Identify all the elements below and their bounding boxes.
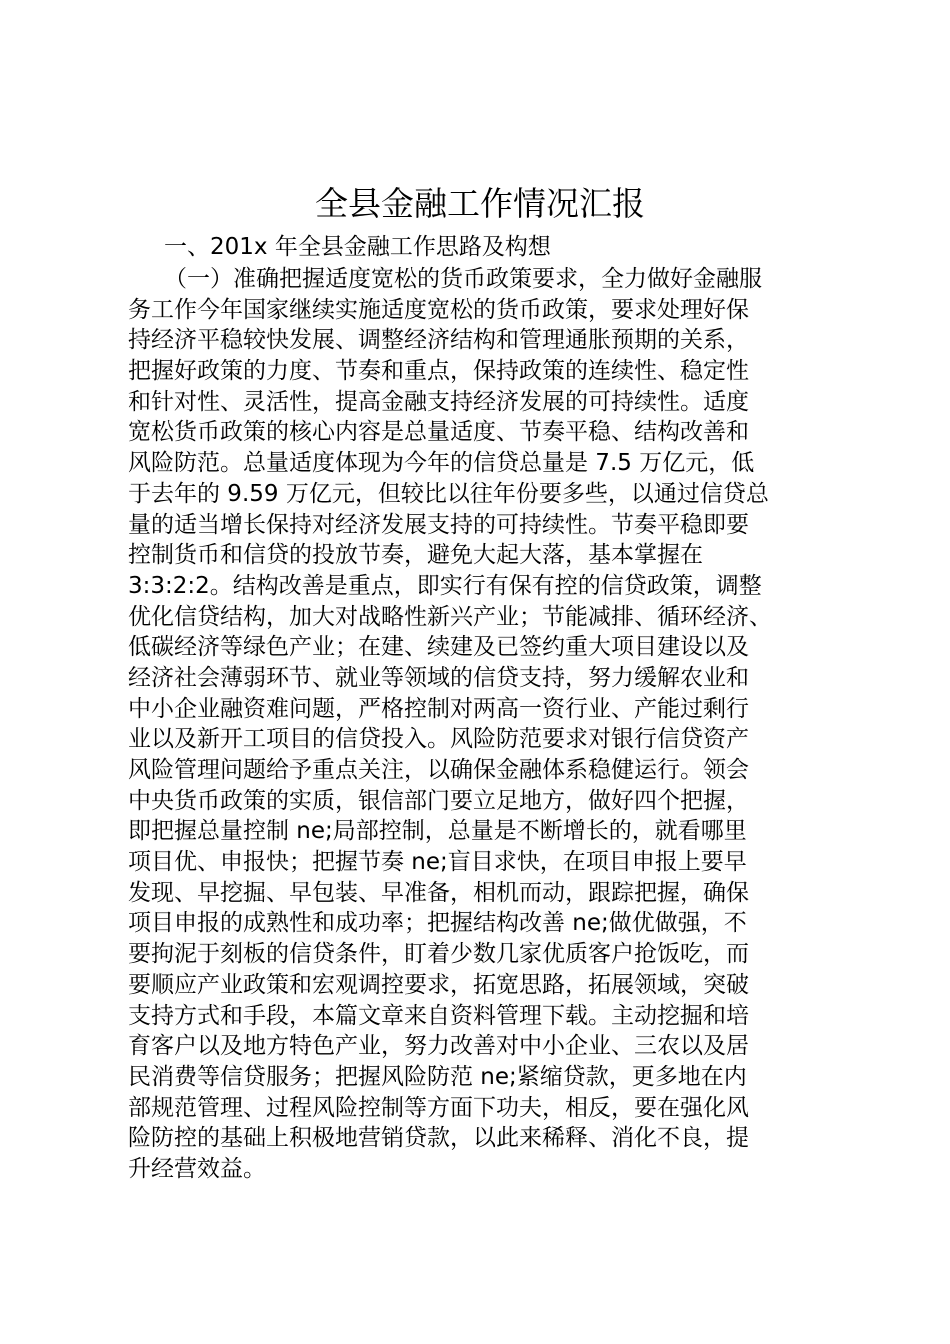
paragraph-line: 风险管理问题给予重点关注，以确保金融体系稳健运行。领会 [128, 757, 749, 783]
section-heading: 一、201x 年全县金融工作思路及构想 [164, 234, 551, 260]
paragraph-line: 险防控的基础上积极地营销贷款，以此来稀释、消化不良，提 [128, 1125, 749, 1152]
paragraph-line: 项目优、申报快；把握节奏 ne;盲目求快，在项目申报上要早 [128, 849, 747, 876]
paragraph-line: 即把握总量控制 ne;局部控制，总量是不断增长的，就看哪里 [128, 818, 747, 845]
paragraph-line: 经济社会薄弱环节、就业等领域的信贷支持，努力缓解农业和 [128, 664, 749, 691]
paragraph-line: 民消费等信贷服务；把握风险防范 ne;紧缩贷款，更多地在内 [128, 1063, 747, 1090]
paragraph-line: 优化信贷结构，加大对战略性新兴产业；节能减排、循环经济、 [128, 603, 772, 630]
paragraph-line: 控制货币和信贷的投放节奏，避免大起大落，基本掌握在 [128, 542, 703, 569]
paragraph-line: 于去年的 9.59 万亿元，但较比以往年份要多些，以通过信贷总 [128, 480, 769, 507]
body-paragraph [128, 264, 848, 1185]
paragraph-line: 和针对性、灵活性，提高金融支持经济发展的可持续性。适度 [128, 388, 749, 415]
paragraph-line: 支持方式和手段，本篇文章来自资料管理下载。主动挖掘和培 [128, 1002, 749, 1029]
paragraph-line: 要拘泥于刻板的信贷条件，盯着少数几家优质客户抢饭吃，而 [128, 941, 749, 968]
paragraph-line: 量的适当增长保持对经济发展支持的可持续性。节奏平稳即要 [128, 511, 749, 538]
paragraph-line: 部规范管理、过程风险控制等方面下功夫，相反，要在强化风 [128, 1094, 749, 1121]
paragraph-line: 中央货币政策的实质，银信部门要立足地方，做好四个把握， [128, 787, 749, 814]
paragraph-line: （一）准确把握适度宽松的货币政策要求，全力做好金融服 [164, 266, 762, 292]
paragraph-line: 升经营效益。 [128, 1155, 266, 1182]
paragraph-line: 要顺应产业政策和宏观调控要求，拓宽思路，拓展领域，突破 [128, 971, 749, 998]
document-title: 全县金融工作情况汇报 [315, 184, 645, 223]
paragraph-line: 业以及新开工项目的信贷投入。风险防范要求对银行信贷资产 [128, 726, 749, 753]
paragraph-line: 持经济平稳较快发展、调整经济结构和管理通胀预期的关系， [128, 327, 749, 354]
paragraph-line: 把握好政策的力度、节奏和重点，保持政策的连续性、稳定性 [128, 358, 749, 385]
paragraph-line: 中小企业融资难问题，严格控制对两高一资行业、产能过剩行 [128, 695, 749, 722]
paragraph-line: 宽松货币政策的核心内容是总量适度、节奏平稳、结构改善和 [128, 419, 749, 446]
paragraph-line: 项目申报的成熟性和成功率；把握结构改善 ne;做优做强，不 [128, 910, 747, 937]
paragraph-line: 务工作今年国家继续实施适度宽松的货币政策，要求处理好保 [128, 296, 749, 323]
paragraph-line: 育客户以及地方特色产业，努力改善对中小企业、三农以及居 [128, 1033, 749, 1060]
paragraph-line: 低碳经济等绿色产业；在建、续建及已签约重大项目建设以及 [128, 634, 749, 661]
paragraph-line: 3:3:2:2。结构改善是重点，即实行有保有控的信贷政策，调整 [128, 572, 762, 599]
paragraph-line: 风险防范。总量适度体现为今年的信贷总量是 7.5 万亿元，低 [128, 450, 755, 477]
paragraph-line: 发现、早挖掘、早包装、早准备，相机而动，跟踪把握，确保 [128, 879, 749, 906]
